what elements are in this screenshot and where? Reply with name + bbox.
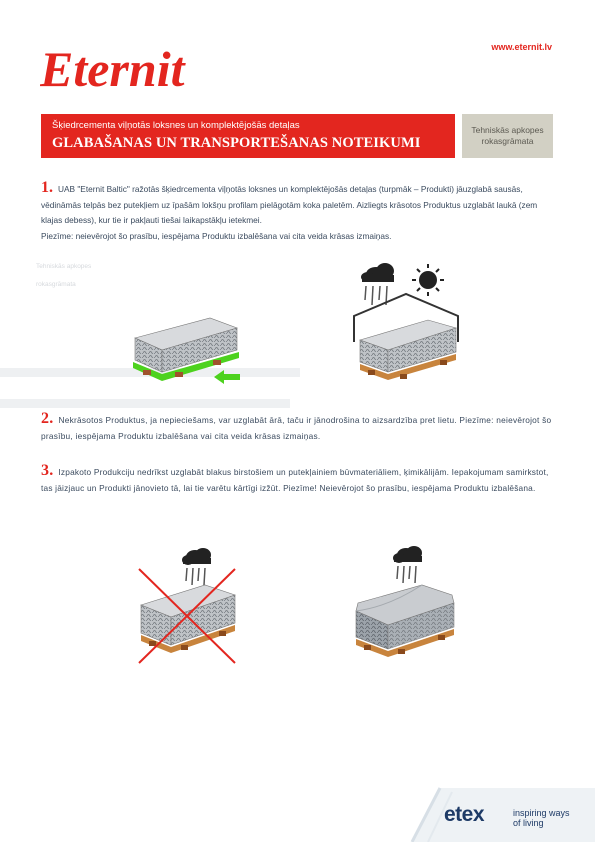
section-3-text: Izpakoto Produkciju nedrīkst uzglabāt blakus birstošiem un putekļainiem būvmateriāliem, ķimikālijām. Iepakojumam samirkstot, tas jāizjauc un Produkti jānovieto tā, lai tie varētu kārtīgi izžūt. Piezīme! Neievērojot šo prasību, iespējama Produktu izbalēšana. (41, 467, 549, 493)
etex-tagline (513, 808, 570, 828)
wrapped-storage-illustration (348, 545, 460, 663)
section-3-number: 3. (41, 462, 54, 479)
rain-cloud-icon (393, 546, 422, 583)
section-1-number: 1. (41, 179, 53, 196)
document-title: GLABAŠANAS UN TRANSPORTEŠANAS NOTEIKUMI (52, 135, 421, 151)
svg-text:Eternit: Eternit (40, 41, 185, 97)
section-1-text: UAB "Eternit Baltic" ražotās šķiedrcementa viļņotās loksnes un komplektējošās detaļas (turpmāk – Produkti) jāuzglabā sausās, vēdināmās telpās bez putekļiem uz īpašām lokšņu profilam pielāgotām koka paletēm. Aizliegts krāsotos Produktus uzglabāt laukā (zem klajas debess), kur tie ir pakļauti tiešai laikapstākļu ietekmei. (41, 184, 538, 225)
eternit-logo (40, 38, 190, 98)
rain-cloud-icon (361, 263, 394, 305)
wrong-storage-illustration (135, 545, 245, 667)
guide-label-line1: Tehniskās apkopes (471, 125, 544, 135)
section-2-number: 2. (41, 410, 54, 427)
etex-logo: etex (444, 803, 485, 826)
arrow-left-icon (214, 370, 240, 384)
ghost-text-1: Tehniskās apkopes (36, 263, 92, 270)
section-3 (41, 463, 553, 496)
ghost-text-2: rokasgrāmata (36, 281, 76, 288)
guide-label-line2: rokasgrāmata (481, 136, 534, 146)
sun-icon (412, 264, 444, 296)
ghost-bar-2 (0, 399, 290, 408)
document-subtitle: Šķiedrcementa viļņotās loksnes un komplektējošās detaļas (52, 120, 300, 131)
document-title-box (41, 114, 455, 158)
guide-label-box (462, 114, 553, 158)
website-url[interactable]: www.eternit.lv (491, 42, 552, 52)
section-2-text: Nekrāsotos Produktus, ja nepieciešams, var uzglabāt ārā, taču ir jānodrošina to aizsardzība pret lietu. Piezīme: neievērojot šo prasību, iespējama Produktu izbalēšana vai cita veida krāsas izmaiņas. (41, 415, 552, 441)
section-1-note: Piezīme: neievērojot šo prasību, iespējama Produktu izbalēšana vai cita veida krāsas izmaiņas. (41, 230, 392, 241)
section-2 (41, 411, 553, 444)
tagline-line2: of living (513, 818, 544, 828)
section-1 (41, 180, 553, 244)
tagline-line1: inspiring ways (513, 808, 570, 818)
rain-cloud-icon (182, 548, 211, 585)
covered-storage-illustration (348, 260, 460, 388)
